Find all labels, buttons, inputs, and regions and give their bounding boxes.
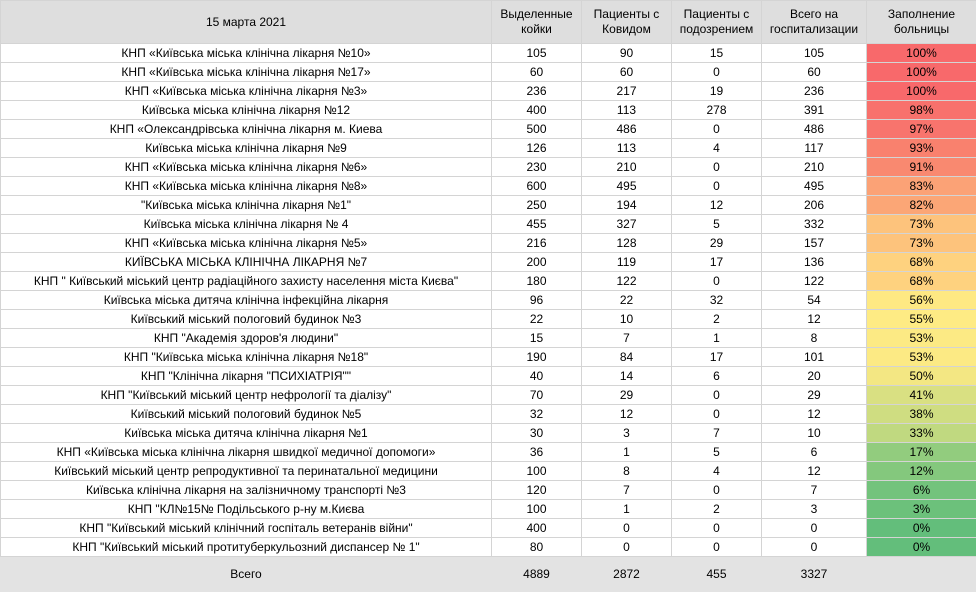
cell-total[interactable]: 210 xyxy=(762,158,867,177)
totals-fill[interactable] xyxy=(867,557,976,592)
cell-beds[interactable]: 100 xyxy=(492,500,582,519)
cell-beds[interactable]: 22 xyxy=(492,310,582,329)
table-row xyxy=(1,158,976,177)
table-row xyxy=(1,348,976,367)
cell-total[interactable]: 6 xyxy=(762,443,867,462)
cell-hospital-name[interactable]: КНП "Академія здоров'я людини" xyxy=(1,329,492,348)
cell-suspect[interactable]: 4 xyxy=(672,139,762,158)
cell-suspect[interactable]: 1 xyxy=(672,329,762,348)
cell-fill[interactable]: 97% xyxy=(867,120,976,139)
cell-fill[interactable]: 68% xyxy=(867,253,976,272)
cell-total[interactable]: 391 xyxy=(762,101,867,120)
cell-fill[interactable]: 100% xyxy=(867,63,976,82)
header-date[interactable]: 15 марта 2021 xyxy=(1,1,492,44)
table-row xyxy=(1,44,976,63)
cell-hospital-name[interactable]: Київська міська клінічна лікарня №9 xyxy=(1,139,492,158)
cell-fill[interactable]: 55% xyxy=(867,310,976,329)
cell-suspect[interactable]: 0 xyxy=(672,481,762,500)
cell-suspect[interactable]: 5 xyxy=(672,215,762,234)
header-row xyxy=(1,1,976,44)
cell-fill[interactable]: 91% xyxy=(867,158,976,177)
cell-fill[interactable]: 3% xyxy=(867,500,976,519)
cell-total[interactable]: 20 xyxy=(762,367,867,386)
table-row xyxy=(1,538,976,557)
cell-suspect[interactable]: 12 xyxy=(672,196,762,215)
cell-suspect[interactable]: 17 xyxy=(672,348,762,367)
cell-hospital-name[interactable]: КНП «Київська міська клінічна лікарня №6» xyxy=(1,158,492,177)
cell-covid[interactable]: 486 xyxy=(582,120,672,139)
cell-covid[interactable]: 12 xyxy=(582,405,672,424)
cell-beds[interactable]: 455 xyxy=(492,215,582,234)
cell-beds[interactable]: 250 xyxy=(492,196,582,215)
cell-total[interactable]: 12 xyxy=(762,405,867,424)
cell-total[interactable]: 7 xyxy=(762,481,867,500)
cell-covid[interactable]: 60 xyxy=(582,63,672,82)
cell-total[interactable]: 105 xyxy=(762,44,867,63)
table-row xyxy=(1,329,976,348)
totals-suspect[interactable]: 455 xyxy=(672,557,762,592)
cell-beds[interactable]: 236 xyxy=(492,82,582,101)
cell-covid[interactable]: 10 xyxy=(582,310,672,329)
table-row xyxy=(1,101,976,120)
cell-fill[interactable]: 41% xyxy=(867,386,976,405)
totals-label[interactable]: Всего xyxy=(1,557,492,592)
cell-covid[interactable]: 217 xyxy=(582,82,672,101)
table-row xyxy=(1,367,976,386)
cell-hospital-name[interactable]: Київський міський пологовий будинок №3 xyxy=(1,310,492,329)
cell-total[interactable]: 206 xyxy=(762,196,867,215)
cell-fill[interactable]: 50% xyxy=(867,367,976,386)
cell-total[interactable]: 117 xyxy=(762,139,867,158)
cell-suspect[interactable]: 0 xyxy=(672,519,762,538)
cell-total[interactable]: 0 xyxy=(762,538,867,557)
cell-hospital-name[interactable]: КНП "Клінічна лікарня "ПСИХІАТРІЯ"" xyxy=(1,367,492,386)
cell-covid[interactable]: 90 xyxy=(582,44,672,63)
cell-suspect[interactable]: 0 xyxy=(672,63,762,82)
header-fill[interactable]: Заполнение больницы xyxy=(867,1,976,44)
table-row xyxy=(1,519,976,538)
cell-hospital-name[interactable]: КНП «Київська міська клінічна лікарня швидкої медичної допомоги» xyxy=(1,443,492,462)
cell-covid[interactable]: 495 xyxy=(582,177,672,196)
cell-fill[interactable]: 12% xyxy=(867,462,976,481)
table-row xyxy=(1,462,976,481)
cell-beds[interactable]: 400 xyxy=(492,519,582,538)
table-row xyxy=(1,272,976,291)
cell-total[interactable]: 495 xyxy=(762,177,867,196)
cell-total[interactable]: 0 xyxy=(762,519,867,538)
cell-fill[interactable]: 6% xyxy=(867,481,976,500)
cell-suspect[interactable]: 0 xyxy=(672,272,762,291)
cell-total[interactable]: 12 xyxy=(762,462,867,481)
cell-covid[interactable]: 29 xyxy=(582,386,672,405)
cell-hospital-name[interactable]: КНП «Київська міська клінічна лікарня №5» xyxy=(1,234,492,253)
table-row xyxy=(1,405,976,424)
cell-hospital-name[interactable]: КНП "Київський міський протитуберкульозний диспансер № 1" xyxy=(1,538,492,557)
table-row xyxy=(1,253,976,272)
cell-suspect[interactable]: 0 xyxy=(672,120,762,139)
cell-total[interactable]: 60 xyxy=(762,63,867,82)
cell-beds[interactable]: 32 xyxy=(492,405,582,424)
cell-beds[interactable]: 600 xyxy=(492,177,582,196)
cell-suspect[interactable]: 32 xyxy=(672,291,762,310)
cell-suspect[interactable]: 5 xyxy=(672,443,762,462)
cell-suspect[interactable]: 17 xyxy=(672,253,762,272)
cell-covid[interactable]: 122 xyxy=(582,272,672,291)
header-total[interactable]: Всего на госпитализации xyxy=(762,1,867,44)
cell-fill[interactable]: 98% xyxy=(867,101,976,120)
cell-covid[interactable]: 14 xyxy=(582,367,672,386)
cell-suspect[interactable]: 0 xyxy=(672,158,762,177)
cell-fill[interactable]: 73% xyxy=(867,234,976,253)
totals-row xyxy=(1,557,976,592)
cell-beds[interactable]: 126 xyxy=(492,139,582,158)
cell-hospital-name[interactable]: Київський міський центр репродуктивної та перинатальної медицини xyxy=(1,462,492,481)
cell-beds[interactable]: 230 xyxy=(492,158,582,177)
cell-covid[interactable]: 8 xyxy=(582,462,672,481)
cell-suspect[interactable]: 2 xyxy=(672,310,762,329)
cell-hospital-name[interactable]: КНП «Київська міська клінічна лікарня №8» xyxy=(1,177,492,196)
table-row xyxy=(1,196,976,215)
table-row xyxy=(1,82,976,101)
header-covid[interactable]: Пациенты с Ковидом xyxy=(582,1,672,44)
cell-hospital-name[interactable]: КНП "КЛ№15№ Подільського р-ну м.Києва xyxy=(1,500,492,519)
cell-beds[interactable]: 36 xyxy=(492,443,582,462)
cell-suspect[interactable]: 6 xyxy=(672,367,762,386)
totals-total[interactable]: 3327 xyxy=(762,557,867,592)
table-row xyxy=(1,481,976,500)
cell-total[interactable]: 3 xyxy=(762,500,867,519)
cell-total[interactable]: 122 xyxy=(762,272,867,291)
cell-hospital-name[interactable]: КНП «Київська міська клінічна лікарня №3» xyxy=(1,82,492,101)
cell-hospital-name[interactable]: КНП "Київський міський центр нефрології та діалізу" xyxy=(1,386,492,405)
table-row xyxy=(1,120,976,139)
cell-hospital-name[interactable]: Київський міський пологовий будинок №5 xyxy=(1,405,492,424)
cell-fill[interactable]: 100% xyxy=(867,82,976,101)
totals-covid[interactable]: 2872 xyxy=(582,557,672,592)
cell-suspect[interactable]: 19 xyxy=(672,82,762,101)
cell-fill[interactable]: 33% xyxy=(867,424,976,443)
cell-fill[interactable]: 82% xyxy=(867,196,976,215)
cell-covid[interactable]: 210 xyxy=(582,158,672,177)
cell-covid[interactable]: 7 xyxy=(582,481,672,500)
cell-hospital-name[interactable]: Київська міська клінічна лікарня № 4 xyxy=(1,215,492,234)
cell-beds[interactable]: 180 xyxy=(492,272,582,291)
table-row xyxy=(1,424,976,443)
cell-total[interactable]: 486 xyxy=(762,120,867,139)
cell-suspect[interactable]: 2 xyxy=(672,500,762,519)
cell-hospital-name[interactable]: КНП «Олександрівська клінічна лікарня м. Киева xyxy=(1,120,492,139)
cell-suspect[interactable]: 0 xyxy=(672,386,762,405)
table-row xyxy=(1,177,976,196)
cell-hospital-name[interactable]: Київська міська клінічна лікарня №12 xyxy=(1,101,492,120)
cell-fill[interactable]: 68% xyxy=(867,272,976,291)
header-suspect[interactable]: Пациенты с подозрением xyxy=(672,1,762,44)
cell-suspect[interactable]: 278 xyxy=(672,101,762,120)
cell-covid[interactable]: 194 xyxy=(582,196,672,215)
cell-beds[interactable]: 120 xyxy=(492,481,582,500)
cell-covid[interactable]: 113 xyxy=(582,139,672,158)
cell-beds[interactable]: 100 xyxy=(492,462,582,481)
cell-beds[interactable]: 216 xyxy=(492,234,582,253)
cell-hospital-name[interactable]: Київська міська дитяча клінічна лікарня №1 xyxy=(1,424,492,443)
cell-covid[interactable]: 327 xyxy=(582,215,672,234)
cell-beds[interactable]: 190 xyxy=(492,348,582,367)
table-row xyxy=(1,215,976,234)
cell-covid[interactable]: 22 xyxy=(582,291,672,310)
cell-suspect[interactable]: 29 xyxy=(672,234,762,253)
cell-covid[interactable]: 3 xyxy=(582,424,672,443)
cell-fill[interactable]: 56% xyxy=(867,291,976,310)
cell-fill[interactable]: 38% xyxy=(867,405,976,424)
totals-beds[interactable]: 4889 xyxy=(492,557,582,592)
cell-hospital-name[interactable]: КНП " Київський міський центр радіаційного захисту населення міста Києва" xyxy=(1,272,492,291)
cell-covid[interactable]: 113 xyxy=(582,101,672,120)
cell-fill[interactable]: 0% xyxy=(867,538,976,557)
cell-beds[interactable]: 80 xyxy=(492,538,582,557)
cell-covid[interactable]: 1 xyxy=(582,500,672,519)
table-row xyxy=(1,139,976,158)
cell-beds[interactable]: 70 xyxy=(492,386,582,405)
cell-beds[interactable]: 200 xyxy=(492,253,582,272)
cell-hospital-name[interactable]: "Київська міська клінічна лікарня №1" xyxy=(1,196,492,215)
cell-beds[interactable]: 30 xyxy=(492,424,582,443)
cell-hospital-name[interactable]: КНП "Київський міський клінічний госпіталь ветеранів війни" xyxy=(1,519,492,538)
cell-suspect[interactable]: 0 xyxy=(672,405,762,424)
cell-beds[interactable]: 60 xyxy=(492,63,582,82)
cell-covid[interactable]: 119 xyxy=(582,253,672,272)
cell-total[interactable]: 157 xyxy=(762,234,867,253)
table-row xyxy=(1,63,976,82)
cell-total[interactable]: 332 xyxy=(762,215,867,234)
table-row xyxy=(1,234,976,253)
cell-fill[interactable]: 93% xyxy=(867,139,976,158)
cell-beds[interactable]: 500 xyxy=(492,120,582,139)
cell-total[interactable]: 101 xyxy=(762,348,867,367)
cell-total[interactable]: 29 xyxy=(762,386,867,405)
table-row xyxy=(1,386,976,405)
table-row xyxy=(1,443,976,462)
cell-total[interactable]: 136 xyxy=(762,253,867,272)
cell-suspect[interactable]: 0 xyxy=(672,538,762,557)
cell-fill[interactable]: 53% xyxy=(867,329,976,348)
header-beds[interactable]: Выделенные койки xyxy=(492,1,582,44)
table-row xyxy=(1,500,976,519)
cell-total[interactable]: 236 xyxy=(762,82,867,101)
cell-fill[interactable]: 17% xyxy=(867,443,976,462)
cell-fill[interactable]: 100% xyxy=(867,44,976,63)
cell-total[interactable]: 10 xyxy=(762,424,867,443)
cell-total[interactable]: 8 xyxy=(762,329,867,348)
cell-total[interactable]: 12 xyxy=(762,310,867,329)
cell-hospital-name[interactable]: Київська клінічна лікарня на залізничному транспорті №3 xyxy=(1,481,492,500)
cell-beds[interactable]: 400 xyxy=(492,101,582,120)
cell-covid[interactable]: 1 xyxy=(582,443,672,462)
cell-beds[interactable]: 105 xyxy=(492,44,582,63)
cell-hospital-name[interactable]: КИЇВСЬКА МІСЬКА КЛІНІЧНА ЛІКАРНЯ №7 xyxy=(1,253,492,272)
cell-fill[interactable]: 0% xyxy=(867,519,976,538)
cell-fill[interactable]: 73% xyxy=(867,215,976,234)
cell-fill[interactable]: 53% xyxy=(867,348,976,367)
cell-beds[interactable]: 15 xyxy=(492,329,582,348)
cell-suspect[interactable]: 0 xyxy=(672,177,762,196)
cell-covid[interactable]: 0 xyxy=(582,519,672,538)
cell-suspect[interactable]: 4 xyxy=(672,462,762,481)
cell-beds[interactable]: 40 xyxy=(492,367,582,386)
cell-beds[interactable]: 96 xyxy=(492,291,582,310)
cell-fill[interactable]: 83% xyxy=(867,177,976,196)
table-row xyxy=(1,291,976,310)
cell-suspect[interactable]: 15 xyxy=(672,44,762,63)
table-row xyxy=(1,310,976,329)
cell-suspect[interactable]: 7 xyxy=(672,424,762,443)
cell-covid[interactable]: 84 xyxy=(582,348,672,367)
cell-covid[interactable]: 128 xyxy=(582,234,672,253)
cell-covid[interactable]: 0 xyxy=(582,538,672,557)
cell-total[interactable]: 54 xyxy=(762,291,867,310)
cell-hospital-name[interactable]: Київська міська дитяча клінічна інфекційна лікарня xyxy=(1,291,492,310)
cell-hospital-name[interactable]: КНП «Київська міська клінічна лікарня №10» xyxy=(1,44,492,63)
cell-hospital-name[interactable]: КНП "Київська міська клінічна лікарня №18" xyxy=(1,348,492,367)
cell-hospital-name[interactable]: КНП «Київська міська клінічна лікарня №17» xyxy=(1,63,492,82)
cell-covid[interactable]: 7 xyxy=(582,329,672,348)
